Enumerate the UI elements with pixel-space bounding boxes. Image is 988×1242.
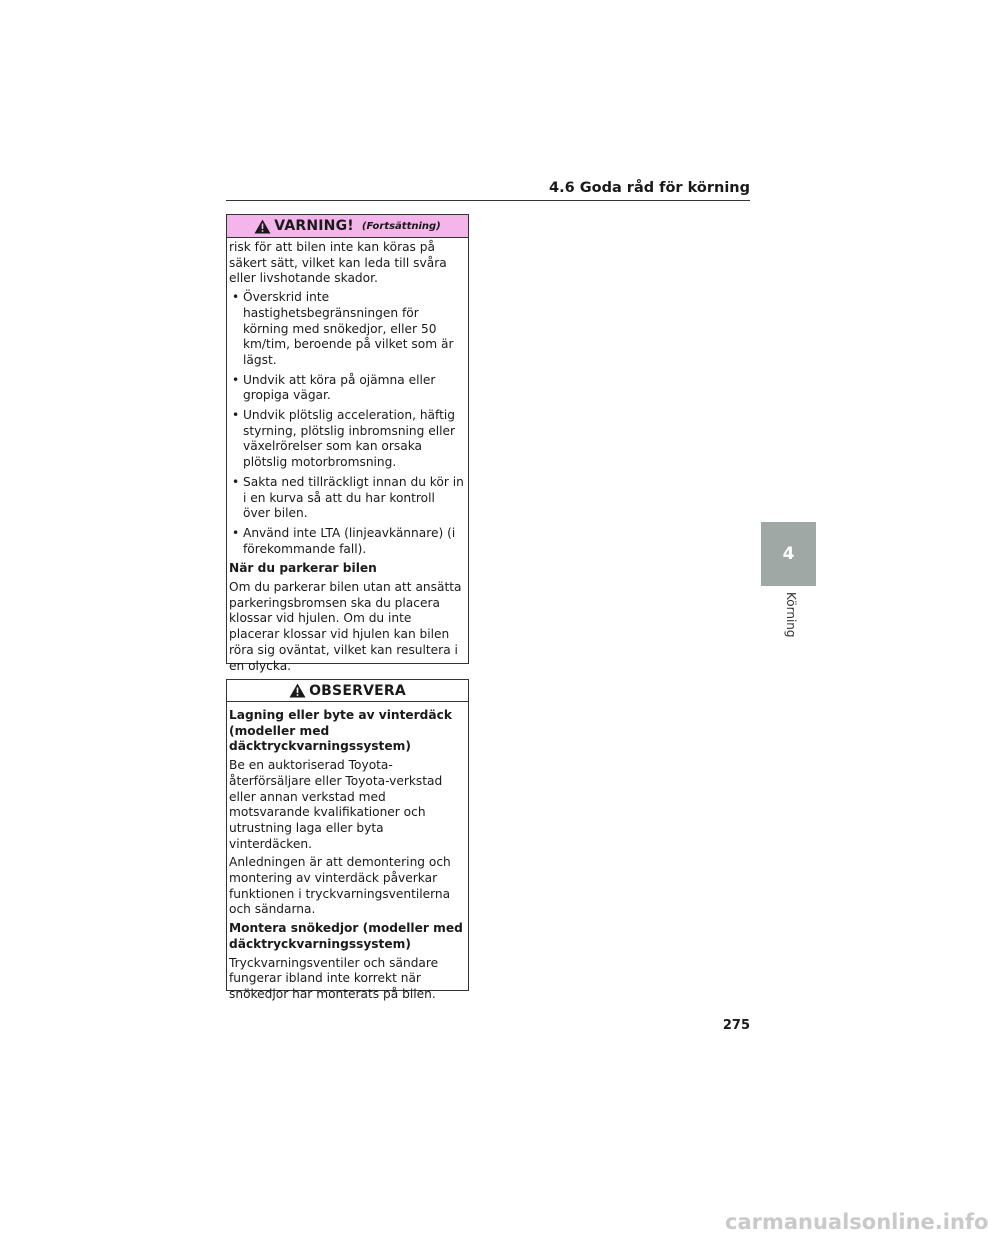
page-number: 275	[722, 1018, 750, 1033]
observera-heading-1: Lagning eller byte av vinterdäck (modeller med däcktryckvarningssystem)	[229, 708, 452, 754]
observera-content	[227, 702, 468, 1003]
warning-header	[227, 215, 468, 238]
warning-bullet-list	[229, 290, 464, 557]
warning-intro: risk för att bilen inte kan köras på säkert sätt, vilket kan leda till svåra eller livshotande skador.	[229, 240, 447, 286]
list-item: • Sakta ned tillräckligt innan du kör in i en kurva så att du har kontroll över bilen.	[229, 475, 464, 522]
chapter-number: 4	[782, 544, 795, 564]
chapter-tab	[761, 522, 816, 586]
observera-header	[227, 680, 468, 702]
list-item: • Undvik plötslig acceleration, häftig styrning, plötslig inbromsning eller växelrörelser som kan orsaka plötslig motorbromsning.	[229, 408, 464, 471]
watermark: carmanualsonline.info	[725, 1210, 988, 1234]
observera-para-1: Be en auktoriserad Toyota-återförsäljare eller Toyota-verkstad eller annan verkstad med motsvarande kvalifikationer och utrustning laga eller byta vinterdäcken.	[229, 758, 443, 851]
section-title: 4.6 Goda råd för körning	[226, 180, 750, 201]
list-item: • Använd inte LTA (linjeavkännare) (i förekommande fall).	[229, 526, 464, 557]
observera-box	[226, 679, 469, 1001]
parking-heading: När du parkerar bilen	[229, 561, 377, 576]
caution-triangle-icon	[289, 683, 306, 698]
observera-para-3: Tryckvarningsventiler och sändare fungerar ibland inte korrekt när snökedjor har monterats på bilen.	[229, 955, 439, 1001]
warning-subtitle: (Fortsättning)	[361, 220, 441, 232]
observera-title: OBSERVERA	[309, 682, 406, 699]
list-item: • Överskrid inte hastighetsbegränsningen för körning med snökedjor, eller 50 km/tim, beroende på vilket som är lägst.	[229, 290, 464, 369]
warning-box	[226, 214, 469, 673]
warning-triangle-icon	[254, 219, 271, 234]
list-item: • Undvik att köra på ojämna eller gropiga vägar.	[229, 373, 464, 404]
observera-heading-2: Montera snökedjor (modeller med däcktryckvarningssystem)	[229, 921, 463, 951]
warning-content	[227, 238, 468, 674]
parking-text: Om du parkerar bilen utan att ansätta parkeringsbromsen ska du placera klossar vid hjulen. Om du inte placerar klossar vid hjulen kan bilen röra sig oväntat, vilket kan resultera i en olycka.	[229, 580, 462, 673]
chapter-label: Körning	[784, 592, 798, 638]
warning-title: VARNING!	[274, 218, 354, 234]
observera-para-2: Anledningen är att demontering och montering av vinterdäck påverkar funktionen i tryckvarningsventilerna och sändarna.	[229, 855, 451, 917]
